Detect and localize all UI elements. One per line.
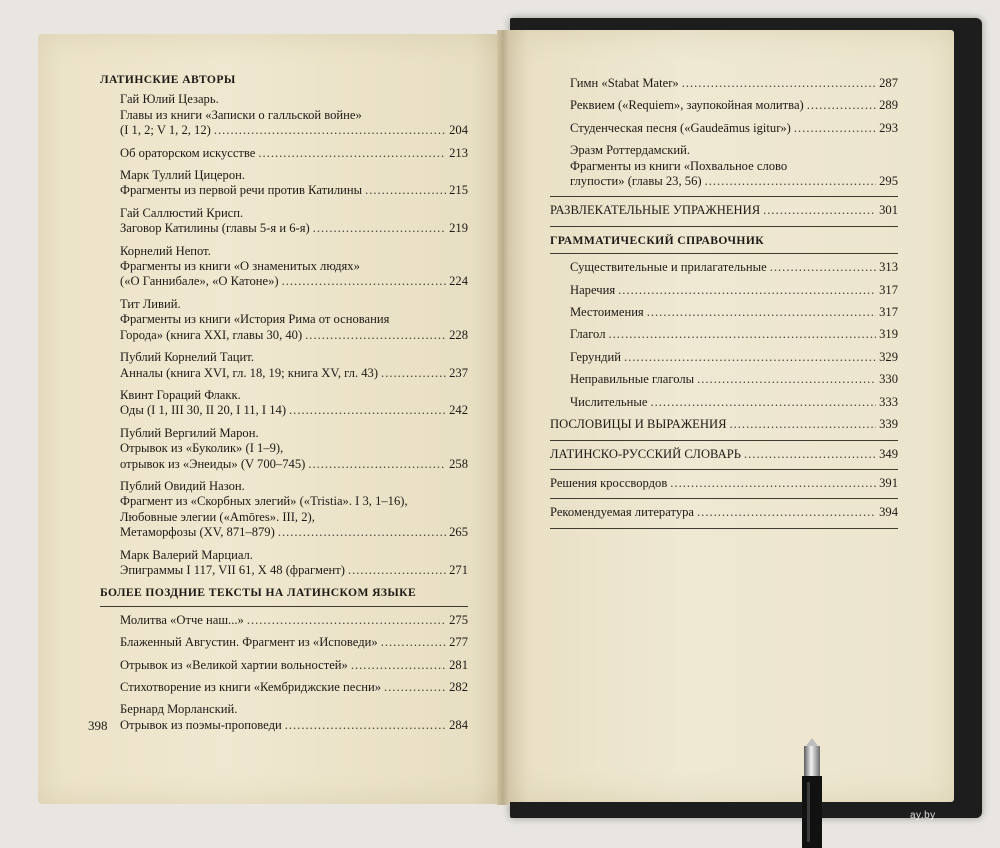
- toc-entry-text: Существительные и прилагательные: [570, 260, 767, 275]
- toc-entry: [100, 297, 468, 343]
- dot-leader: [682, 76, 876, 91]
- toc-page-number: 258: [449, 456, 468, 471]
- toc-entry-line: [120, 680, 468, 695]
- toc-page-number: 281: [449, 657, 468, 672]
- toc-entry-text: («О Ганнибале», «О Катоне»): [120, 274, 279, 289]
- toc-section-title: ЛАТИНСКО-РУССКИЙ СЛОВАРЬ: [550, 446, 741, 461]
- toc-entry-text: Стихотворение из книги «Кембриджские песни»: [120, 680, 381, 694]
- section-rule: [550, 528, 898, 529]
- toc-entry-line: [120, 221, 468, 236]
- toc-page-number: 329: [879, 349, 898, 364]
- toc-entry-line: [570, 260, 898, 275]
- toc-entry: [100, 680, 468, 695]
- toc-page-number: 284: [449, 717, 468, 732]
- dot-leader: [670, 476, 876, 491]
- toc-page-number: 330: [879, 372, 898, 387]
- section-entertaining-exercises: [550, 203, 898, 226]
- toc-page-number: 213: [449, 145, 468, 160]
- toc-entry-text: Об ораторском искусстве: [120, 145, 256, 160]
- toc-page-number: 265: [449, 525, 468, 540]
- toc-entry: [100, 168, 468, 199]
- toc-entry-line: Публий Овидий Назон.: [120, 478, 245, 493]
- toc-page-number: 333: [879, 394, 898, 409]
- dot-leader: [624, 350, 876, 365]
- toc-entry-line: [120, 274, 468, 289]
- toc-page-number: 219: [449, 221, 468, 236]
- section-heading-latin-authors: ЛАТИНСКИЕ АВТОРЫ: [100, 73, 236, 86]
- toc-entry: [550, 395, 898, 410]
- toc-entry: [550, 143, 898, 189]
- toc-entry: [100, 244, 468, 290]
- toc-entry-text: Эпиграммы I 117, VII 61, X 48 (фрагмент): [120, 562, 345, 577]
- toc-page-number: 339: [879, 417, 898, 432]
- toc-entry-text: Неправильные глаголы: [570, 372, 695, 387]
- page-number: 398: [88, 718, 108, 733]
- toc-entry-text: Города» (книга XXI, главы 30, 40): [120, 327, 303, 342]
- section-rule: [550, 226, 898, 227]
- toc-entry-line: [120, 457, 468, 472]
- toc-entry-line: [570, 174, 898, 189]
- toc-entry-line: [570, 350, 898, 365]
- toc-page-number: 282: [449, 680, 468, 694]
- toc-entry-line: [120, 563, 468, 578]
- section-rule: [550, 469, 898, 470]
- left-entries-list: [100, 92, 468, 578]
- dot-leader: [697, 505, 876, 520]
- toc-entry-text: Герундий: [570, 349, 621, 364]
- toc-entry-text: отрывок из «Энеиды» (V 700–745): [120, 456, 306, 471]
- toc-entry-line: [570, 395, 898, 410]
- toc-entry-text: Глагол: [570, 327, 606, 342]
- toc-page-number: 215: [449, 183, 468, 198]
- dot-leader: [305, 328, 446, 343]
- dot-leader: [608, 327, 876, 342]
- dot-leader: [214, 123, 446, 138]
- dot-leader: [247, 613, 446, 628]
- dot-leader: [285, 718, 446, 733]
- toc-entry-line: Корнелий Непот.: [120, 243, 211, 258]
- toc-entry-line: [120, 658, 468, 673]
- toc-section: [550, 476, 898, 491]
- toc-page-number: 287: [879, 76, 898, 90]
- toc-page-number: 271: [449, 562, 468, 577]
- toc-entry: [100, 613, 468, 628]
- grammar-entries-list: [550, 260, 898, 410]
- toc-page-number: 242: [449, 403, 468, 418]
- toc-entry-line: Фрагменты из книги «Похвальное слово: [570, 158, 788, 173]
- section-rule: [550, 498, 898, 499]
- section-rule: [550, 440, 898, 441]
- toc-entry: [550, 121, 898, 136]
- dot-leader: [650, 395, 876, 410]
- right-entries-list: [550, 76, 898, 189]
- toc-entry-line: [570, 121, 898, 136]
- toc-entry-text: Оды (I 1, III 30, II 20, I 11, I 14): [120, 403, 287, 418]
- toc-entry-line: [120, 146, 468, 161]
- toc-entry-text: (I 1, 2; V 1, 2, 12): [120, 123, 211, 138]
- toc-page-number: 317: [879, 305, 898, 320]
- toc-page-number: 313: [879, 260, 898, 275]
- dot-leader: [289, 403, 446, 418]
- toc-entry: [550, 350, 898, 365]
- toc-entry-text: Метаморфозы (XV, 871–879): [120, 525, 275, 540]
- toc-entry-line: [120, 403, 468, 418]
- toc-entry-line: Публий Вергилий Марон.: [120, 425, 259, 440]
- section-rule: [550, 196, 898, 197]
- toc-entry-text: Фрагменты из первой речи против Катилины: [120, 183, 363, 198]
- toc-entry-line: Бернард Морланский.: [120, 702, 238, 717]
- right-toc-column: [550, 76, 898, 535]
- toc-page-number: 204: [449, 123, 468, 138]
- toc-entry: [550, 283, 898, 298]
- toc-entry: [100, 388, 468, 419]
- toc-entry-line: [570, 305, 898, 320]
- toc-entry-line: Фрагмент из «Скорбных элегий» («Tristia». I 3, 1–16),: [120, 494, 408, 509]
- toc-entry: [550, 305, 898, 320]
- toc-page-number: 277: [449, 635, 468, 650]
- toc-entry-text: Наречия: [570, 282, 616, 297]
- dot-leader: [384, 680, 446, 695]
- toc-entry-line: Марк Туллий Цицерон.: [120, 168, 246, 183]
- toc-entry-line: [570, 283, 898, 298]
- dot-leader: [763, 203, 876, 218]
- dot-leader: [770, 260, 876, 275]
- toc-entry: [100, 350, 468, 381]
- toc-entry-text: Гимн «Stabat Mater»: [570, 76, 679, 90]
- toc-entry: [100, 658, 468, 673]
- heading-rule: [100, 606, 468, 607]
- toc-page-number: 319: [879, 327, 898, 342]
- toc-entry-text: Местоимения: [570, 305, 644, 320]
- section-heading-grammar: ГРАММАТИЧЕСКИЙ СПРАВОЧНИК: [550, 233, 765, 247]
- toc-entry-line: [570, 372, 898, 387]
- left-entries-list-2: [100, 613, 468, 733]
- toc-page-number: 301: [879, 203, 898, 218]
- toc-section: [550, 417, 898, 432]
- dot-leader: [697, 372, 876, 387]
- dot-leader: [308, 457, 446, 472]
- watermark: ay.by: [910, 810, 936, 821]
- toc-entry-line: Гай Юлий Цезарь.: [120, 92, 219, 107]
- toc-entry: [550, 327, 898, 342]
- left-toc-column: [100, 72, 468, 740]
- toc-entry: [100, 548, 468, 579]
- toc-page-number: 349: [879, 446, 898, 461]
- dot-leader: [282, 274, 447, 289]
- dot-leader: [807, 98, 876, 113]
- toc-page-number: 289: [879, 98, 898, 113]
- toc-entry-line: Эразм Роттердамский.: [570, 143, 690, 158]
- heading-rule: [550, 253, 898, 254]
- toc-entry-text: Молитва «Отче наш...»: [120, 612, 244, 627]
- dot-leader: [381, 366, 446, 381]
- toc-entry: [550, 372, 898, 387]
- toc-entry: [100, 479, 468, 541]
- dot-leader: [381, 635, 446, 650]
- toc-entry-text: Заговор Катилины (главы 5-я и 6-я): [120, 221, 310, 236]
- toc-entry: [100, 206, 468, 237]
- toc-entry: [100, 146, 468, 161]
- toc-entry-line: [120, 328, 468, 343]
- toc-page-number: 295: [879, 174, 898, 189]
- dot-leader: [618, 283, 876, 298]
- toc-entry-line: Квинт Гораций Флакк.: [120, 387, 241, 402]
- toc-entry-line: Марк Валерий Марциал.: [120, 547, 253, 562]
- dot-leader: [348, 563, 446, 578]
- toc-entry-text: Анналы (книга XVI, гл. 18, 19; книга XV, гл. 43): [120, 365, 379, 380]
- dot-leader: [744, 447, 876, 462]
- toc-entry-line: [120, 635, 468, 650]
- toc-entry-line: Отрывок из «Буколик» (I 1–9),: [120, 441, 284, 456]
- toc-page-number: 275: [449, 612, 468, 627]
- toc-section-title: РАЗВЛЕКАТЕЛЬНЫЕ УПРАЖНЕНИЯ: [550, 203, 761, 218]
- toc-entry-text: Числительные: [570, 394, 648, 409]
- toc-entry: [100, 702, 468, 733]
- toc-section-title: ПОСЛОВИЦЫ И ВЫРАЖЕНИЯ: [550, 417, 727, 432]
- toc-entry-text: Отрывок из «Великой хартии вольностей»: [120, 657, 348, 672]
- toc-entry-line: [120, 718, 468, 733]
- toc-page-number: 293: [879, 120, 898, 135]
- toc-page-number: 224: [449, 274, 468, 289]
- toc-page-number: 237: [449, 365, 468, 380]
- toc-page-number: 391: [879, 475, 898, 490]
- toc-entry: [550, 260, 898, 275]
- dot-leader: [794, 121, 876, 136]
- book-spine-gutter: [497, 30, 509, 805]
- dot-leader: [647, 305, 876, 320]
- toc-section-title: Рекомендуемая литература: [550, 505, 695, 520]
- toc-page-number: 394: [879, 505, 898, 520]
- toc-entry-line: Фрагменты из книги «История Рима от основания: [120, 312, 390, 327]
- toc-entry-line: [570, 327, 898, 342]
- toc-entry-line: Главы из книги «Записки о галльской войне»: [120, 107, 362, 122]
- toc-section: [550, 447, 898, 462]
- toc-entry: [550, 98, 898, 113]
- toc-entry-line: Фрагменты из книги «О знаменитых людях»: [120, 259, 360, 274]
- dot-leader: [278, 525, 446, 540]
- toc-section: [550, 505, 898, 520]
- toc-entry-text: глупости» (главы 23, 56): [570, 174, 702, 189]
- toc-entry: [100, 635, 468, 650]
- dot-leader: [365, 183, 446, 198]
- dot-leader: [258, 146, 446, 161]
- toc-section-title: Решения кроссвордов: [550, 475, 668, 490]
- toc-page-number: 317: [879, 282, 898, 297]
- dot-leader: [705, 174, 877, 189]
- toc-entry-line: [120, 123, 468, 138]
- toc-entry-text: Студенческая песня («Gaudeāmus igitur»): [570, 120, 791, 135]
- toc-entry-line: Гай Саллюстий Крисп.: [120, 205, 244, 220]
- toc-entry-line: [120, 366, 468, 381]
- right-sections-list: [550, 417, 898, 529]
- toc-page-number: 228: [449, 327, 468, 342]
- dot-leader: [313, 221, 446, 236]
- toc-entry: [100, 92, 468, 138]
- dot-leader: [729, 417, 876, 432]
- section-heading-later-texts: БОЛЕЕ ПОЗДНИЕ ТЕКСТЫ НА ЛАТИНСКОМ ЯЗЫКЕ: [100, 586, 417, 600]
- pen-icon: [794, 738, 830, 848]
- toc-entry-line: Любовные элегии («Amōres». III, 2),: [120, 509, 315, 524]
- toc-section: [550, 203, 898, 218]
- toc-entry-text: Отрывок из поэмы-проповеди: [120, 717, 282, 732]
- toc-entry-line: [120, 613, 468, 628]
- toc-entry: [550, 76, 898, 91]
- toc-entry-line: [570, 98, 898, 113]
- toc-entry-text: Блаженный Августин. Фрагмент из «Исповеди»: [120, 635, 378, 650]
- toc-entry-line: Тит Ливий.: [120, 296, 181, 311]
- toc-entry: [100, 426, 468, 472]
- toc-entry-line: [120, 183, 468, 198]
- toc-entry-line: [120, 525, 468, 540]
- dot-leader: [351, 658, 446, 673]
- toc-entry-text: Реквием («Requiem», заупокойная молитва): [570, 98, 804, 113]
- toc-entry-line: Публий Корнелий Тацит.: [120, 350, 254, 365]
- toc-entry-line: [570, 76, 898, 91]
